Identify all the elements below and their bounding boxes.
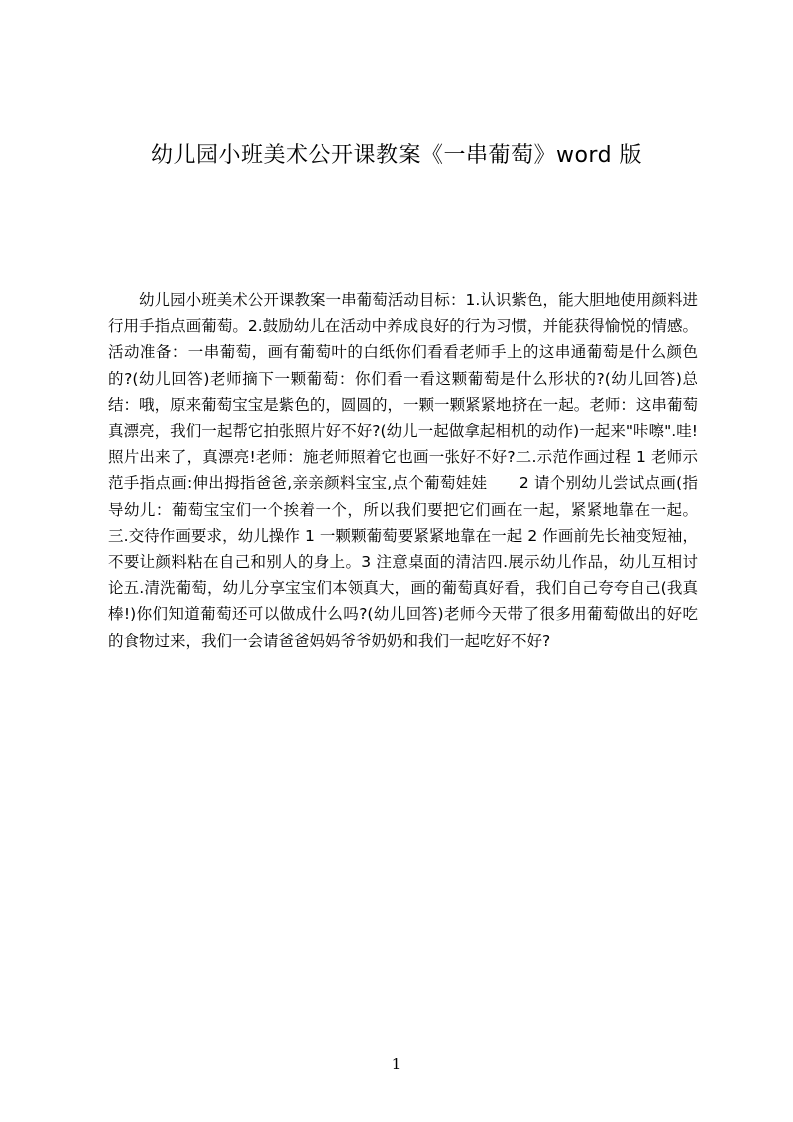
- document-body: 幼儿园小班美术公开课教案一串葡萄活动目标：1.认识紫色，能大胆地使用颜料进行用手指点画葡萄。2.鼓励幼儿在活动中养成良好的行为习惯，并能获得愉悦的情感。活动准备：一串葡萄，画有葡萄叶的白纸你们看看老师手上的这串通葡萄是什么颜色的?(幼儿回答)老师摘下一颗葡萄：你们看一看这颗葡萄是什么形状的?(幼儿回答)总结：哦，原来葡萄宝宝是紫色的，圆圆的，一颗一颗紧紧地挤在一起。老师：这串葡萄真漂亮，我们一起帮它拍张照片好不好?(幼儿一起做拿起相机的动作)一起来"咔嚓".哇!照片出来了，真漂亮!老师：施老师照着它也画一张好不好?二.示范作画过程 1 老师示范手指点画:伸出拇指爸爸,亲亲颜料宝宝,点个葡萄娃娃 2 请个别幼儿尝试点画(指导幼儿：葡萄宝宝们一个挨着一个，所以我们要把它们画在一起，紧紧地靠在一起。三.交待作画要求，幼儿操作 1 一颗颗葡萄要紧紧地靠在一起 2 作画前先长袖变短袖，不要让颜料粘在自己和别人的身上。3 注意桌面的清洁四.展示幼儿作品，幼儿互相讨论五.清洗葡萄，幼儿分享宝宝们本领真大，画的葡萄真好看，我们自己夸夸自己(我真棒!)你们知道葡萄还可以做成什么吗?(幼儿回答)老师今天带了很多用葡萄做出的好吃的食物过来，我们一会请爸爸妈妈爷爷奶奶和我们一起吃好不好?: [108, 291, 698, 650]
- page-number: 1: [391, 1055, 402, 1073]
- document-title: 幼儿园小班美术公开课教案《一串葡萄》word 版: [150, 143, 643, 168]
